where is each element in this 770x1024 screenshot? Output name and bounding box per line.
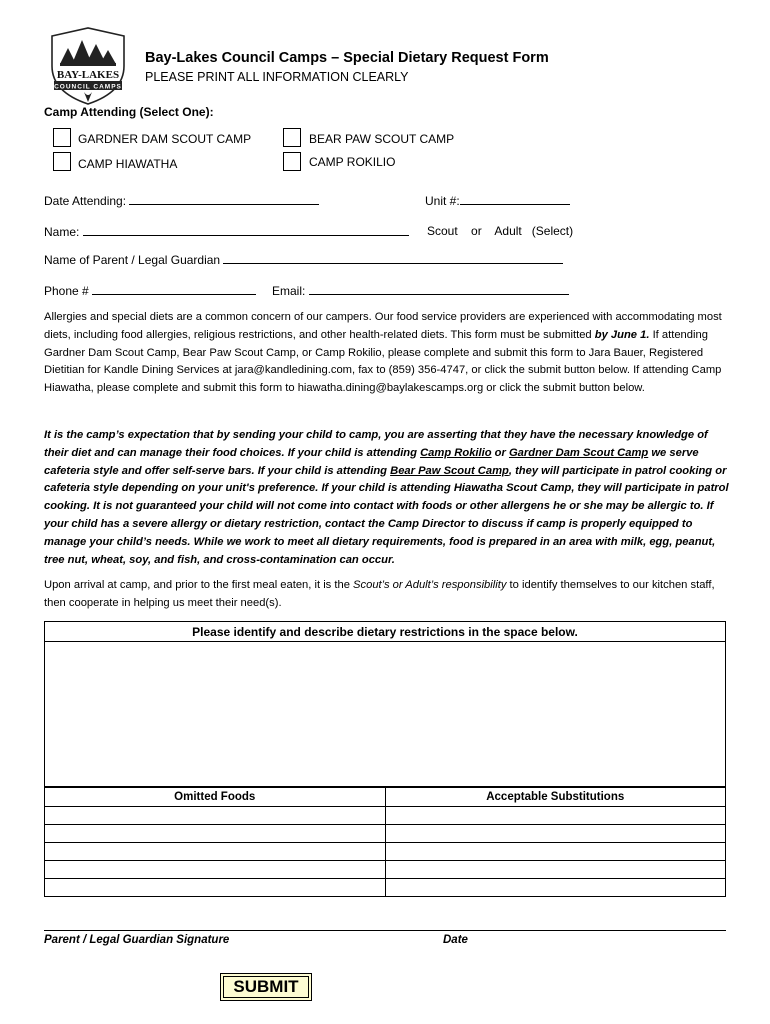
date-attending-field[interactable] xyxy=(44,193,319,208)
table-row xyxy=(45,807,726,825)
table-header-row xyxy=(45,788,726,807)
date-attending-line[interactable] xyxy=(129,193,319,205)
label-camp-hiawatha: CAMP HIAWATHA xyxy=(78,157,178,171)
guardian-name-label: Name of Parent / Legal Guardian xyxy=(44,253,221,267)
bear-paw-link: Bear Paw Scout Camp xyxy=(390,464,509,477)
scout-adult-select xyxy=(427,224,573,238)
omitted-food-cell[interactable] xyxy=(45,861,386,879)
phone-label: Phone # xyxy=(44,284,89,298)
omitted-food-cell[interactable] xyxy=(45,879,386,897)
camp-rokilio-link: Camp Rokilio xyxy=(420,446,492,459)
checkbox-camp-rokilio[interactable] xyxy=(283,152,301,171)
bay-lakes-logo xyxy=(46,26,130,106)
label-gardner-dam: GARDNER DAM SCOUT CAMP xyxy=(78,132,252,146)
omitted-foods-header: Omitted Foods xyxy=(45,788,386,807)
label-camp-rokilio: CAMP ROKILIO xyxy=(309,155,396,169)
name-field[interactable] xyxy=(44,224,409,239)
restrictions-heading: Please identify and describe dietary restrictions in the space below. xyxy=(44,621,726,642)
substitution-cell[interactable] xyxy=(385,807,726,825)
omitted-food-cell[interactable] xyxy=(45,843,386,861)
email-label: Email: xyxy=(272,284,306,298)
substitutions-header: Acceptable Substitutions xyxy=(385,788,726,807)
substitution-cell[interactable] xyxy=(385,879,726,897)
submit-button[interactable]: SUBMIT xyxy=(220,973,312,1001)
signature-date-label: Date xyxy=(443,934,468,946)
guardian-name-field[interactable] xyxy=(44,252,563,267)
phone-field[interactable] xyxy=(44,283,256,298)
select-hint: (Select) xyxy=(531,224,574,238)
email-line[interactable] xyxy=(309,283,569,295)
guardian-name-line[interactable] xyxy=(223,252,563,264)
name-line[interactable] xyxy=(83,224,409,236)
substitution-cell[interactable] xyxy=(385,825,726,843)
svg-text:COUNCIL CAMPS: COUNCIL CAMPS xyxy=(54,83,122,91)
email-field[interactable] xyxy=(272,283,569,298)
option-scout[interactable]: Scout xyxy=(427,224,458,238)
gardner-dam-link: Gardner Dam Scout Camp xyxy=(508,446,649,459)
allergy-info-paragraph: Allergies and special diets are a common concern of our campers. Our food service providers are experienced with accommodating most diets, including food allergies, religious restrictions, and other health-related diets. This form must be submitted by June 1. If attending Gardner Dam Scout Camp, Bear Paw Scout Camp, or Camp Rokilio, please complete and submit this form to Jara Bauer, Registered Dietitian for Kandle Dining Services at jara@kandledining.com, fax to (859) 356-4747, or click the submit button below. If attending Camp Hiawatha, please complete and submit this form to hiawatha.dining@baylakescamps.org or click the submit button below. xyxy=(44,311,722,395)
form-subtitle: PLEASE PRINT ALL INFORMATION CLEARLY xyxy=(145,70,409,84)
deadline-text: by June 1. xyxy=(594,328,650,341)
guardian-signature-label: Parent / Legal Guardian Signature xyxy=(44,934,230,946)
checkbox-bear-paw[interactable] xyxy=(283,128,301,147)
omitted-food-cell[interactable] xyxy=(45,825,386,843)
date-attending-label: Date Attending: xyxy=(44,194,127,208)
restrictions-description-area[interactable] xyxy=(44,641,726,787)
phone-line[interactable] xyxy=(92,283,256,295)
substitution-cell[interactable] xyxy=(385,843,726,861)
unit-number-line[interactable] xyxy=(460,193,570,205)
responsibility-text: Scout’s or Adult’s responsibility xyxy=(353,579,507,591)
checkbox-gardner-dam[interactable] xyxy=(53,128,71,147)
substitution-cell[interactable] xyxy=(385,861,726,879)
svg-text:BAY-LAKES: BAY-LAKES xyxy=(56,69,120,81)
option-or-text: or xyxy=(471,224,482,238)
signature-line[interactable] xyxy=(44,930,726,931)
unit-number-field[interactable] xyxy=(425,193,570,208)
omitted-substitutions-table xyxy=(44,787,726,897)
expectation-paragraph: It is the camp’s expectation that by sending your child to camp, you are asserting that they have the necessary knowledge of their diet and can manage their food choices. If your child is attending Camp Rokilio or Gardner Dam Scout Camp we serve cafeteria style and offer self-serve bars. If your child is attending Bear Paw Scout Camp, they will participate in patrol cooking or cafeteria style depending on your unit's preference. If your child is attending Hiawatha Scout Camp, they will participate in patrol cooking. It is not guaranteed your child will not come into contact with foods or other allergens he or she may be allergic to. If your child has a severe allergy or dietary restriction, contact the Camp Director to discuss if camp is properly equipped to manage your child’s needs. While we work to meet all dietary requirements, food is prepared in an area with milk, egg, peanut, tree nut, wheat, soy, and fish, and cross-contamination can occur. xyxy=(44,429,729,566)
label-bear-paw: BEAR PAW SCOUT CAMP xyxy=(309,132,455,146)
table-row xyxy=(45,879,726,897)
table-row xyxy=(45,825,726,843)
option-adult[interactable]: Adult xyxy=(494,224,522,238)
unit-number-label: Unit #: xyxy=(425,194,460,208)
checkbox-camp-hiawatha[interactable] xyxy=(53,152,71,171)
table-row xyxy=(45,843,726,861)
name-label: Name: xyxy=(44,225,80,239)
table-row xyxy=(45,861,726,879)
arrival-paragraph: Upon arrival at camp, and prior to the first meal eaten, it is the Scout’s or Adult’s responsibility to identify themselves to our kitchen staff, then cooperate in helping us meet their need(s). xyxy=(44,579,715,609)
form-title: Bay-Lakes Council Camps – Special Dietary Request Form xyxy=(145,50,549,66)
camp-attending-heading: Camp Attending (Select One): xyxy=(44,105,214,119)
omitted-food-cell[interactable] xyxy=(45,807,386,825)
